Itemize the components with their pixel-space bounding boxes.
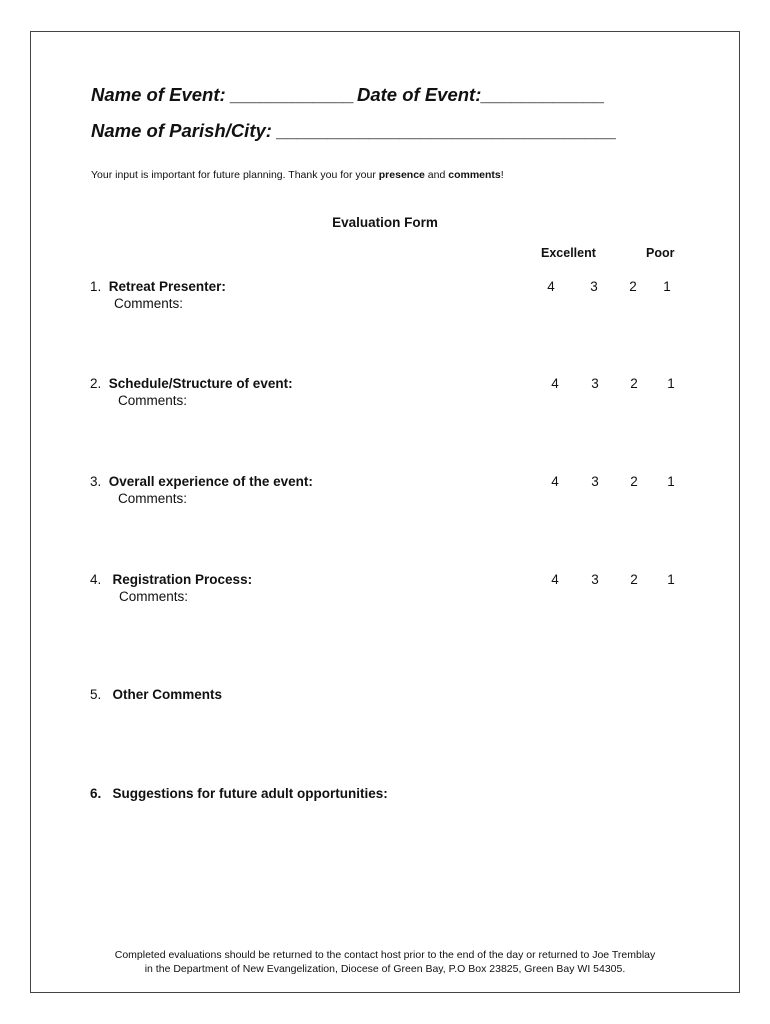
rating-3[interactable]: 3 <box>591 376 599 391</box>
footer-line-1: Completed evaluations should be returned to the contact host prior to the end of the day or returned to Joe Tremblay <box>114 949 656 961</box>
rating-1[interactable]: 1 <box>667 474 675 489</box>
rating-3[interactable]: 3 <box>591 474 599 489</box>
question-label: Retreat Presenter: <box>108 279 226 294</box>
event-name-field: Name of Event: ____________ <box>91 84 355 105</box>
question-4 <box>90 572 252 587</box>
question-label: Suggestions for future adult opportunities: <box>112 786 388 801</box>
intro-text <box>91 169 504 181</box>
scale-poor-label: Poor <box>646 246 675 260</box>
question-label: Schedule/Structure of event: <box>108 376 293 391</box>
intro-presence: presence <box>378 169 425 181</box>
parish-city-field: Name of Parish/City: _________________________________ <box>91 120 617 141</box>
rating-1[interactable]: 1 <box>663 279 671 294</box>
comments-label: Comments: <box>114 296 184 311</box>
form-title: Evaluation Form <box>332 215 438 230</box>
rating-2[interactable]: 2 <box>630 376 638 391</box>
rating-2[interactable]: 2 <box>629 279 637 294</box>
question-label: Other Comments <box>112 687 223 702</box>
event-date-field: Date of Event:____________ <box>357 84 605 105</box>
intro-comments: comments <box>448 169 501 181</box>
question-2 <box>90 376 293 391</box>
comments-label: Comments: <box>118 491 188 506</box>
question-number: 2. <box>90 376 102 391</box>
question-number: 3. <box>90 474 102 489</box>
rating-4[interactable]: 4 <box>547 279 555 294</box>
intro-text-start: Your input is important for future planning. Thank you for your <box>91 169 379 181</box>
rating-3[interactable]: 3 <box>591 572 599 587</box>
question-number: 5. <box>90 687 102 702</box>
rating-4[interactable]: 4 <box>551 474 559 489</box>
question-label: Overall experience of the event: <box>108 474 313 489</box>
question-number: 1. <box>90 279 102 294</box>
intro-end: ! <box>500 169 504 181</box>
rating-4[interactable]: 4 <box>551 572 559 587</box>
rating-1[interactable]: 1 <box>667 376 675 391</box>
rating-2[interactable]: 2 <box>630 572 638 587</box>
question-label: Registration Process: <box>112 572 253 587</box>
rating-1[interactable]: 1 <box>667 572 675 587</box>
intro-and: and <box>424 169 449 181</box>
question-6 <box>90 786 388 801</box>
comments-label: Comments: <box>118 393 188 408</box>
comments-label: Comments: <box>119 589 189 604</box>
rating-2[interactable]: 2 <box>630 474 638 489</box>
question-3 <box>90 474 313 489</box>
footer-line-2: in the Department of New Evangelization, Diocese of Green Bay, P.O Box 23825, Green Bay WI 54305. <box>144 963 626 975</box>
question-5 <box>90 687 222 702</box>
question-1 <box>90 279 226 294</box>
rating-4[interactable]: 4 <box>551 376 559 391</box>
question-number: 6. <box>90 786 102 801</box>
scale-excellent-label: Excellent <box>541 246 596 260</box>
question-number: 4. <box>90 572 102 587</box>
rating-3[interactable]: 3 <box>590 279 598 294</box>
return-instructions <box>0 948 770 976</box>
